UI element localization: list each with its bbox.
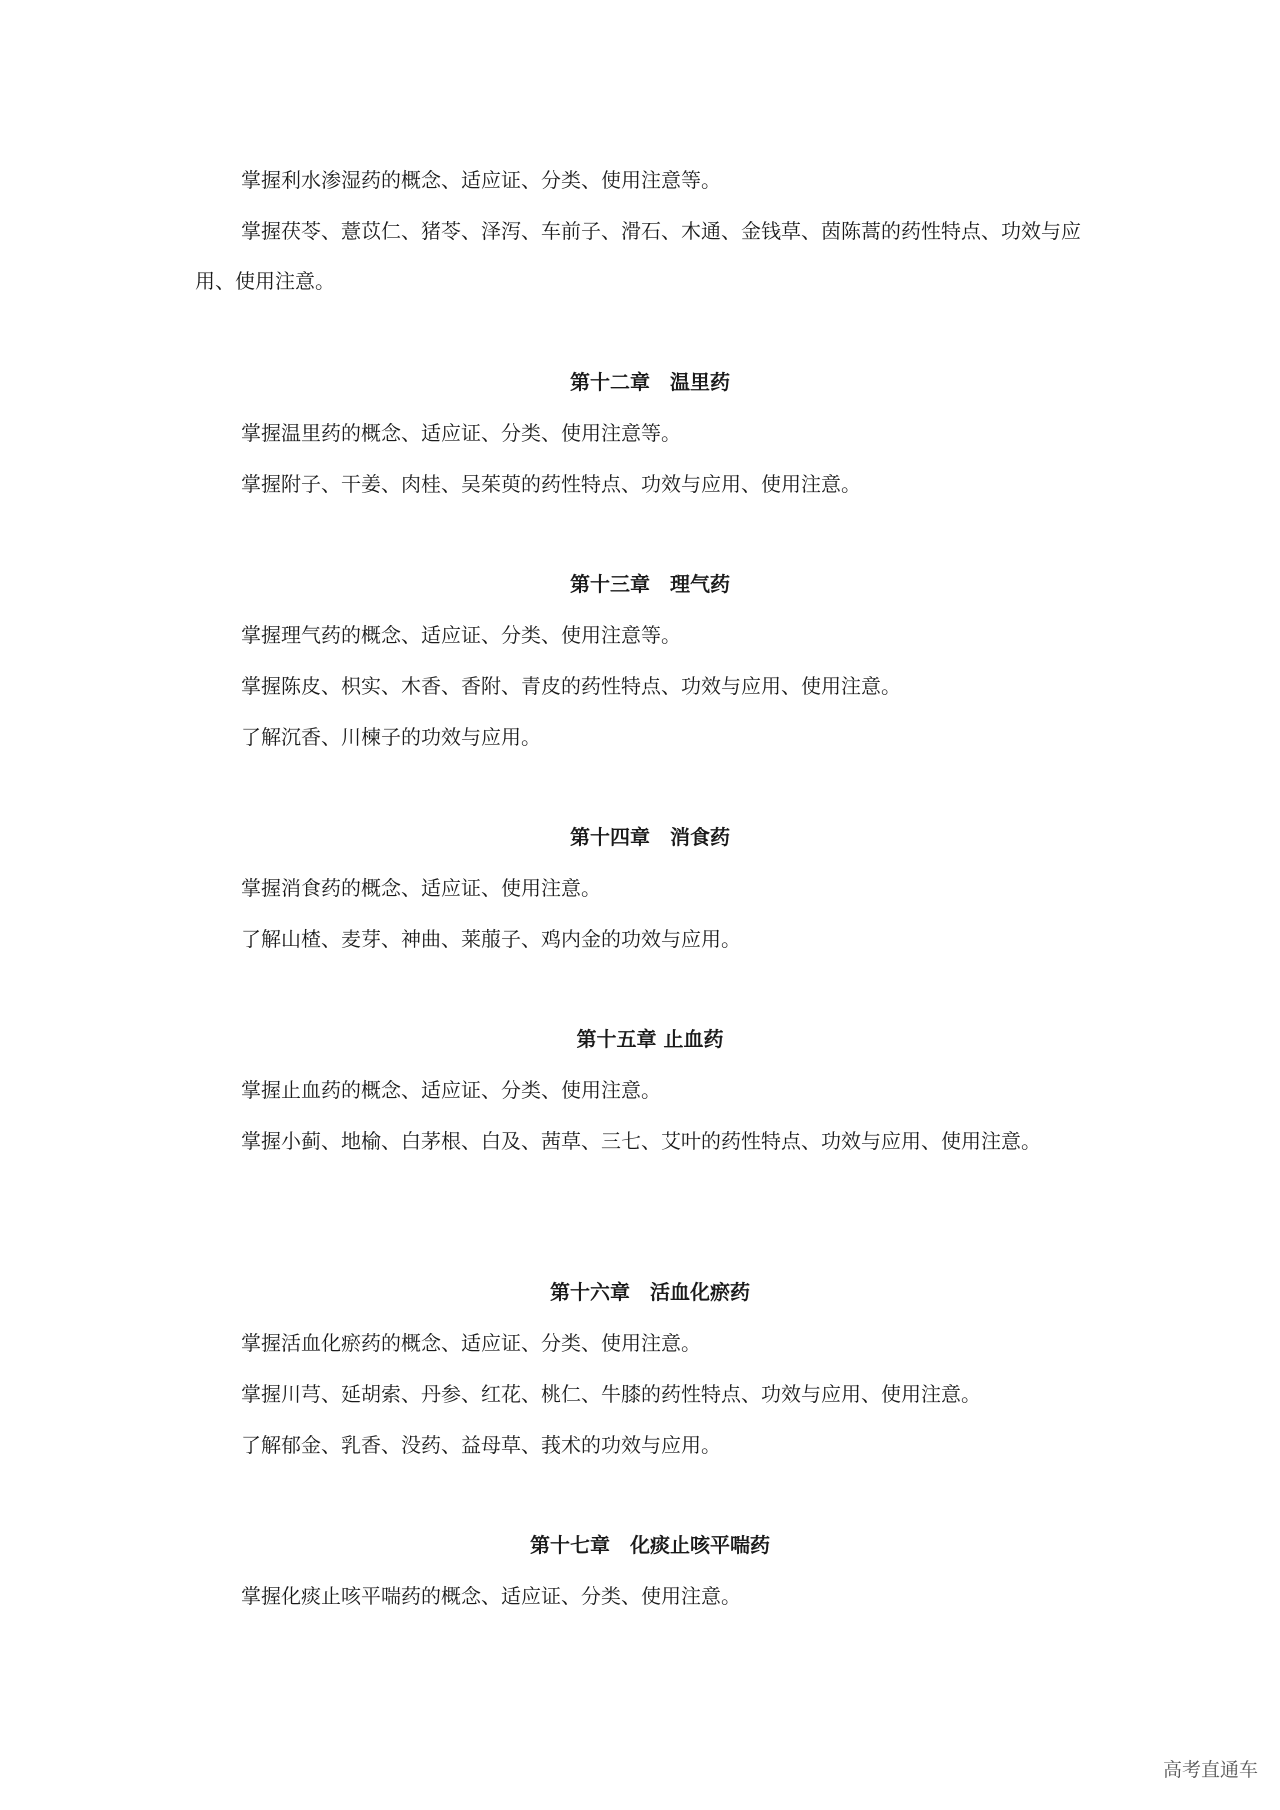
paragraph: 掌握小蓟、地榆、白茅根、白及、茜草、三七、艾叶的药性特点、功效与应用、使用注意。 — [241, 1129, 1041, 1153]
paragraph: 掌握川芎、延胡索、丹参、红花、桃仁、牛膝的药性特点、功效与应用、使用注意。 — [241, 1382, 981, 1406]
paragraph: 了解山楂、麦芽、神曲、莱菔子、鸡内金的功效与应用。 — [241, 927, 741, 951]
chapter-title: 第十七章 化痰止咳平喘药 — [530, 1533, 770, 1557]
chapter-title: 第十二章 温里药 — [570, 370, 730, 394]
paragraph: 掌握陈皮、枳实、木香、香附、青皮的药性特点、功效与应用、使用注意。 — [241, 674, 901, 698]
paragraph: 掌握茯苓、薏苡仁、猪苓、泽泻、车前子、滑石、木通、金钱草、茵陈蒿的药性特点、功效与应用、使用注意。 — [195, 219, 1081, 293]
paragraph: 掌握消食药的概念、适应证、使用注意。 — [241, 876, 601, 900]
paragraph: 掌握理气药的概念、适应证、分类、使用注意等。 — [241, 623, 681, 647]
chapter-title: 第十六章 活血化瘀药 — [550, 1280, 750, 1304]
chapter-title: 第十四章 消食药 — [570, 825, 730, 849]
paragraph: 掌握温里药的概念、适应证、分类、使用注意等。 — [241, 421, 681, 445]
chapter-title: 第十三章 理气药 — [570, 572, 730, 596]
paragraph: 掌握利水渗湿药的概念、适应证、分类、使用注意等。 — [241, 168, 721, 192]
chapter-title: 第十五章 止血药 — [576, 1027, 724, 1051]
paragraph: 了解沉香、川楝子的功效与应用。 — [241, 725, 541, 749]
paragraph: 了解郁金、乳香、没药、益母草、莪术的功效与应用。 — [241, 1433, 721, 1457]
paragraph: 掌握化痰止咳平喘药的概念、适应证、分类、使用注意。 — [241, 1584, 741, 1608]
paragraph: 掌握活血化瘀药的概念、适应证、分类、使用注意。 — [241, 1331, 701, 1355]
paragraph: 掌握附子、干姜、肉桂、吴茱萸的药性特点、功效与应用、使用注意。 — [241, 472, 861, 496]
footer-watermark: 高考直通车 — [1162, 1759, 1258, 1781]
paragraph: 掌握止血药的概念、适应证、分类、使用注意。 — [241, 1078, 661, 1102]
